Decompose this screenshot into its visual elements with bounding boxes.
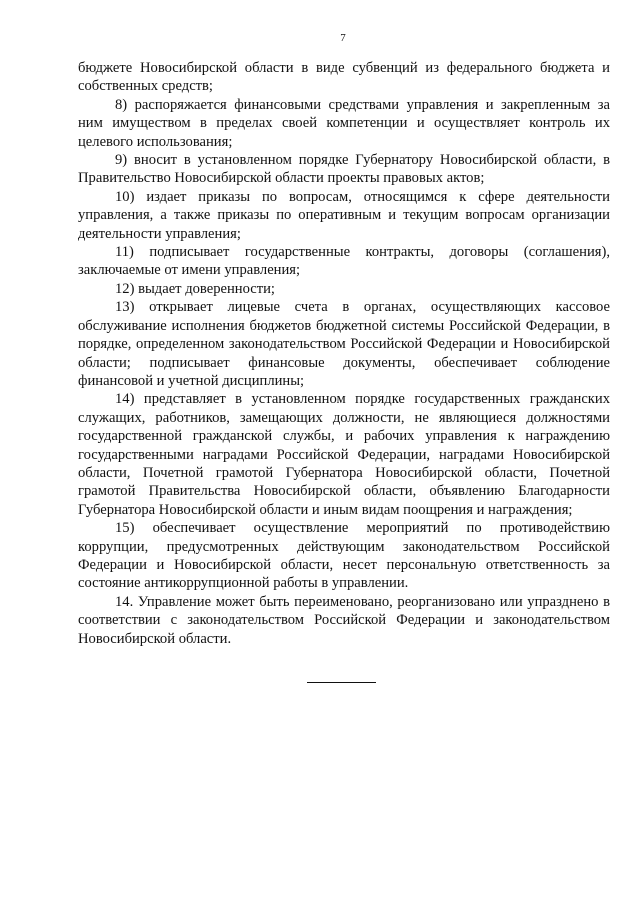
paragraph-item-11: 11) подписывает государственные контракты, договоры (соглашения), заключаемые от имени управления; [78,244,610,279]
paragraph-item-10: 10) издает приказы по вопросам, относящимся к сфере деятельности управления, а также приказы по оперативным и текущим вопросам организации деятельности управления; [78,188,610,242]
paragraph-item-13: 13) открывает лицевые счета в органах, осуществляющих кассовое обслуживание исполнения бюджетов бюджетной системы Российской Федерации, в порядке, определенном законодательством Российской Федерации и Новосибирской области; подписывает финансовые документы, обеспечивает соблюдение финансовой и учетной дисциплины; [78,299,610,389]
paragraph-item-9: 9) вносит в установленном порядке Губернатору Новосибирской области, в Правительство Новосибирской области проекты правовых актов; [78,152,610,187]
page-number: 7 [340,32,346,44]
end-of-document-rule [307,682,376,683]
document-body [78,59,610,648]
paragraph-continuation: бюджете Новосибирской области в виде субвенций из федерального бюджета и собственных средств; [78,60,610,95]
paragraph-item-15: 15) обеспечивает осуществление мероприятий по противодействию коррупции, предусмотренных действующим законодательством Российской Федерации и Новосибирской области, несет персональную ответственность за состояние антикоррупционной работы в управлении. [78,520,610,592]
paragraph-item-12: 12) выдает доверенности; [115,280,275,297]
paragraph-section-14: 14. Управление может быть переименовано, реорганизовано или упразднено в соответствии с законодательством Российской Федерации и законодательством Новосибирской области. [78,593,610,647]
paragraph-item-14: 14) представляет в установленном порядке государственных гражданских служащих, работников, замещающих должности, не являющиеся должностями государственной гражданской службы, и рабочих управления к награждению государственными наградами Российской Федерации, наградами Новосибирской области, Почетной грамотой Губернатора Новосибирской области, Почетной грамотой Правительства Новосибирской области, объявлению Благодарности Губернатора Новосибирской области и иным видам поощрения и награждения; [78,391,610,518]
paragraph-item-8: 8) распоряжается финансовыми средствами управления и закрепленным за ним имуществом в пределах своей компетенции и осуществляет контроль их целевого использования; [78,96,610,150]
